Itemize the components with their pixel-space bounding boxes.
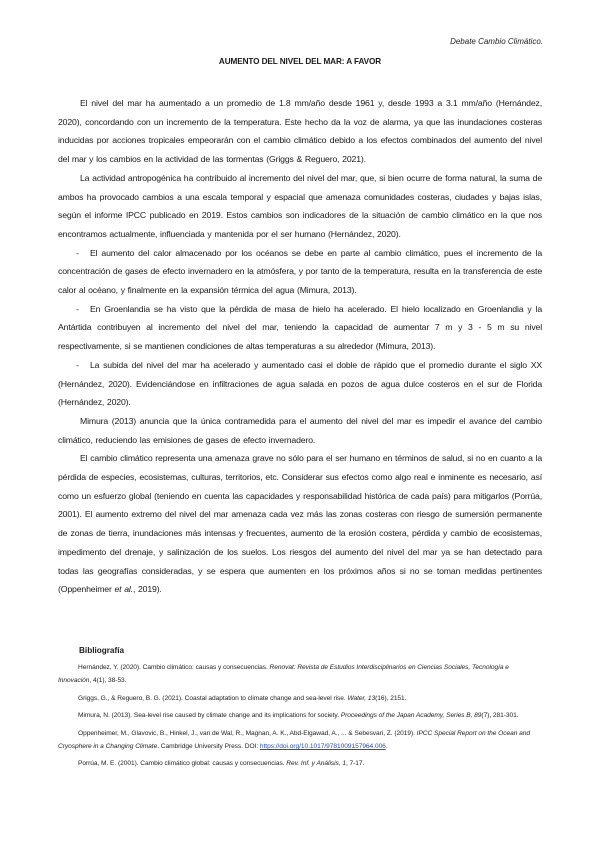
bullet-text: El aumento del calor almacenado por los océanos se debe en parte al cambio climático, pues el incremento de la concentración de gases de efecto invernadero en la atmósfera, y por tanto de la temperatura, resulta en la transferencia de este calor al océano, y finalmente en la expansión térmica del agua (Mimura, 2013).: [58, 247, 542, 296]
paragraph-4: El cambio climático representa una amenaza grave no sólo para el ser humano en términos de salud, si no en cuanto a la pérdida de especies, ecosistemas, culturas, territorios, etc. Considerar sus efectos como algo real e inminente es necesario, así como un esfuerzo global (teniendo en cuenta las capacidades y responsabilidad histórica de cada país) para mitigarlos (Porrúa, 2001). El aumento extremo del nivel del mar amenaza cada vez más las zonas costeras con riesgo de sumersión permanente de zonas de tierra, inundaciones más intensas y frecuentes, aumento de la erosión costera, pérdida y cambio de ecosistemas, impedimento del drenaje, y salinización de los suelos. Los riesgos del aumento del nivel del mar ya se han detectado para todas las geografías consideradas, y se espera que aumenten en los próximos años si no se toman medidas pertinentes (Oppenheimer et al., 2019).: [58, 453, 542, 595]
document-title: AUMENTO DEL NIVEL DEL MAR: A FAVOR: [218, 57, 382, 66]
reference-item: Hernández, Y. (2020). Cambio climático: causas y consecuencias. Renovat: Revista de Estudios Interdisciplinarios en Ciencias Sociales, Tecnología e Innovación, 4(1), 38-53.: [58, 664, 509, 685]
bullet-text: En Groenlandia se ha visto que la pérdida de masa de hielo ha acelerado. El hielo localizado en Groenlandia y la Antártida contribuyen al incremento del nivel del mar, teniendo la capacidad de aumentar 7 m y 3 - 5 m su nivel respectivamente, si se mantienen condiciones de altas temperaturas a su alrededor (Mimura, 2013).: [58, 303, 542, 352]
reference-item: Oppenheimer, M., Glavovic, B., Hinkel, J., van de Wal, R., Magnan, A. K., Abd-Elgawad, A., ... & Sebesvari, Z. (2019). IPCC Special Report on the Ocean and Cryosphere in a Changing Climate. Cambridge University Press. DOI: https://doi.org/10.1017/9781009157964.006.: [58, 729, 530, 751]
bullet-item-2: [58, 300, 542, 356]
page-header: Debate Cambio Climático.: [450, 37, 543, 46]
document-body: [58, 94, 542, 599]
bullet-item-3: [58, 356, 542, 412]
bullet-dash: -: [76, 303, 79, 314]
bullet-dash: -: [76, 359, 79, 370]
bibliography-list: [58, 661, 542, 775]
paragraph-3: Mimura (2013) anuncia que la única contramedida para el aumento del nivel del mar es impedir el avance del cambio climático, reduciendo las emisiones de gases de efecto invernadero.: [58, 415, 542, 445]
doi-link[interactable]: https://doi.org/10.1017/9781009157964.006: [259, 743, 386, 751]
reference-item: Porrúa, M. E. (2001). Cambio climático global: causas y consecuencias. Rev. Inf. y Análisis, 1, 7-17.: [78, 760, 365, 768]
reference-item: Mimura, N. (2013). Sea-level rise caused by climate change and its implications for society. Proceedings of the Japan Academy, Series B, 89(7), 281-301.: [78, 712, 519, 720]
reference-item: Griggs, G., & Reguero, B. G. (2021). Coastal adaptation to climate change and sea-level rise. Water, 13(16), 2151.: [78, 694, 407, 702]
bibliography-heading: Bibliografía: [79, 646, 125, 655]
bullet-text: La subida del nivel del mar ha acelerado y aumentado casi el doble de rápido que el promedio durante el siglo XX (Hernández, 2020). Evidenciándose en infiltraciones de agua salada en pozos de agua dulce costeros en el sur de Florida (Hernández, 2020).: [58, 359, 542, 408]
bullet-item-1: [58, 244, 542, 300]
paragraph-2: La actividad antropogénica ha contribuido al incremento del nivel del mar, que, si bien ocurre de forma natural, la suma de ambos ha provocado cambios a una escala temporal y espacial que amenaza comunidades costeras, ciudades y bajas islas, según el informe IPCC publicado en 2019. Estos cambios son indicadores de la situación de cambio climático en la que nos encontramos actualmente, influenciada y mantenida por el ser humano (Hernández, 2020).: [58, 172, 542, 239]
bullet-dash: -: [76, 247, 79, 258]
paragraph-1: El nivel del mar ha aumentado a un promedio de 1.8 mm/año desde 1961 y, desde 1993 a 3.1 mm/año (Hernández, 2020), concordando con un incremento de la temperatura. Este hecho da la voz de alarma, ya que las inundaciones costeras inducidas por acciones tropicales empeorarán con el cambio climático debido a los efectos combinados del aumento del nivel del mar y los cambios en la actividad de las tormentas (Griggs & Reguero, 2021).: [58, 98, 542, 165]
